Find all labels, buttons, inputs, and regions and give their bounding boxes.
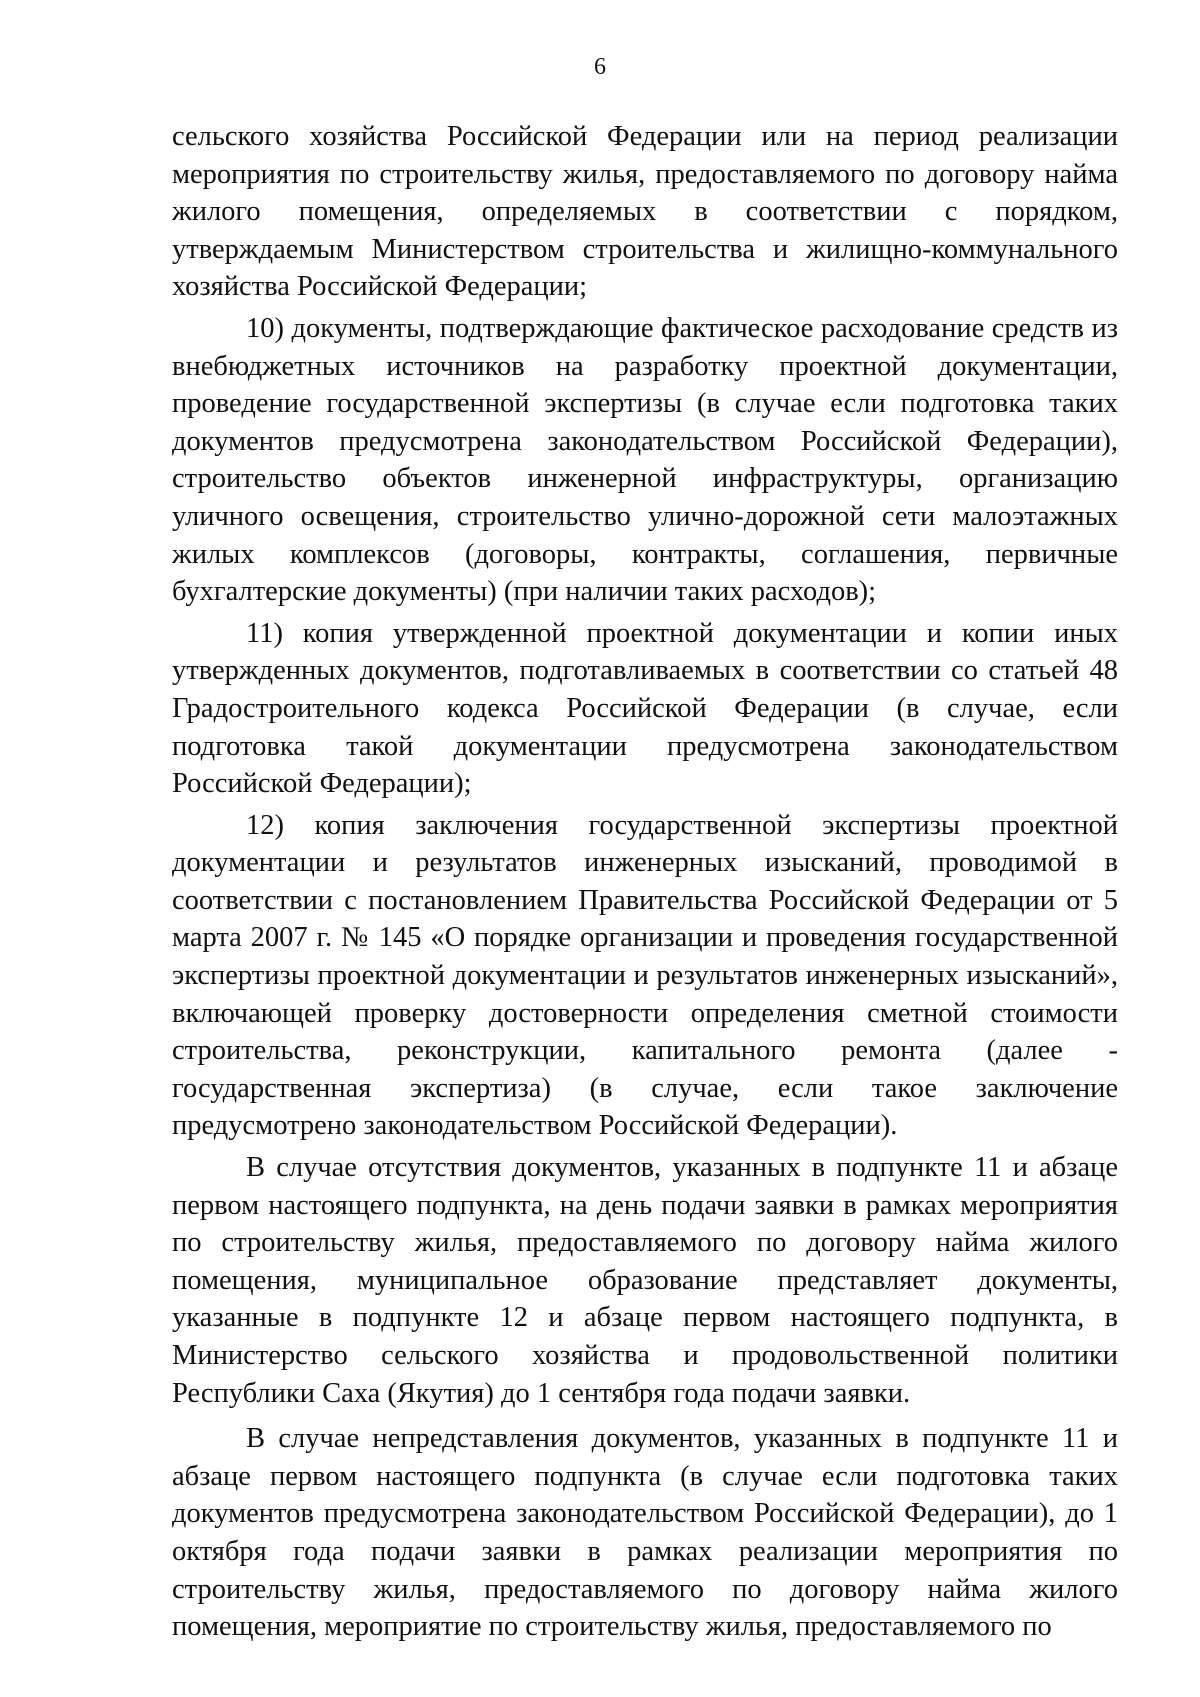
paragraph-item-12: 12) копия заключения государственной экспертизы проектной документации и результатов инженерных изысканий, проводимой в соответствии с постановлением Правительства Российской Федерации от 5 марта 2007 г. № 145 «О порядке организации и проведения государственной экспертизы проектной документации и результатов инженерных изысканий», включающей проверку достоверности определения сметной стоимости строительства, реконструкции, капитального ремонта (далее - государственная экспертиза) (в случае, если такое заключение предусмотрено законодательством Российской Федерации). [172, 809, 1118, 1142]
paragraph-item-10: 10) документы, подтверждающие фактическое расходование средств из внебюджетных источников на разработку проектной документации, проведение государственной экспертизы (в случае если подготовка таких документов предусмотрена законодательством Российской Федерации), строительство объектов инженерной инфраструктуры, организацию уличного освещения, строительство улично-дорожной сети малоэтажных жилых комплексов (договоры, контракты, соглашения, первичные бухгалтерские документы) (при наличии таких расходов); [172, 312, 1118, 608]
paragraph-absence-of-documents: В случае отсутствия документов, указанных в подпункте 11 и абзаце первом настоящего подпункта, на день подачи заявки в рамках мероприятия по строительству жилья, предоставляемого по договору найма жилого помещения, муниципальное образование представляет документы, указанные в подпункте 12 и абзаце первом настоящего подпункта, в Министерство сельского хозяйства и продовольственной политики Республики Саха (Якутия) до 1 сентября года подачи заявки. [172, 1152, 1118, 1409]
paragraph-non-submission: В случае непредставления документов, указанных в подпункте 11 и абзаце первом настоящего подпункта (в случае если подготовка таких документов предусмотрена законодательством Российской Федерации), до 1 октября года подачи заявки в рамках реализации мероприятия по строительству жилья, предоставляемого по договору найма жилого помещения, мероприятие по строительству жилья, предоставляемого по [172, 1423, 1118, 1643]
page-number: 6 [594, 54, 606, 80]
paragraph-continuation: сельского хозяйства Российской Федерации или на период реализации мероприятия по строительству жилья, предоставляемого по договору найма жилого помещения, определяемых в соответствии с порядком, утверждаемым Министерством строительства и жилищно-коммунального хозяйства Российской Федерации; [172, 121, 1118, 303]
paragraph-item-11: 11) копия утвержденной проектной документации и копии иных утвержденных документов, подготавливаемых в соответствии со статьей 48 Градостроительного кодекса Российской Федерации (в случае, если подготовка такой документации предусмотрена законодательством Российской Федерации); [172, 617, 1118, 800]
document-body [172, 118, 1118, 1646]
